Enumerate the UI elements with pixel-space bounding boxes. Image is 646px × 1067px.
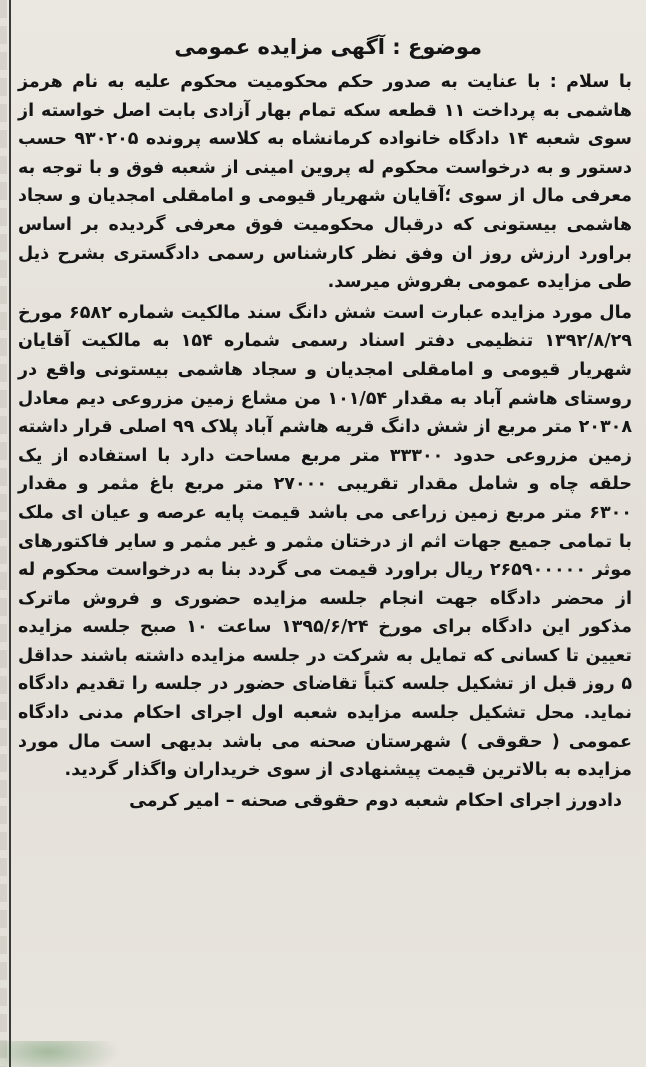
auction-notice (18, 30, 632, 815)
notice-signature: دادورز اجرای احکام شعبه دوم حقوقی صحنه – امیر کرمی (129, 790, 622, 811)
notice-title: موضوع : آگهی مزایده عمومی (174, 35, 482, 59)
notice-property-paragraph: مال مورد مزایده عبارت است شش دانگ سند مالکیت شماره ۶۵۸۲ مورخ ۱۳۹۲/۸/۲۹ تنظیمی دفتر اسناد رسمی شماره ۱۵۴ به مالکیت آقایان شهریار قیومی و امامقلی امجدیان و سجاد هاشمی بیستونی واقع در روستای هاشم آباد به مقدار ۱۰۱/۵۴ من مشاع زمین مزروعی دیم معادل ۲۰۳۰۸ متر مربع از شش دانگ قریه هاشم آباد پلاک ۹۹ اصلی قرار داشته زمین مزروعی حدود ۳۳۳۰۰ متر مربع مساحت دارد با استفاده از یک حلقه چاه و شامل مقدار تقریبی ۲۷۰۰۰ متر مربع باغ مثمر و مقدار ۶۳۰۰ متر مربع زمین زراعی می باشد قیمت پایه عرصه و عیان ای ملک با تمامی جمیع جهات اثم از درختان مثمر و غیر مثمر و سایر فاکتورهای موثر ۲۶۵۹۰۰۰۰۰ ریال براورد قیمت می گردد بنا به درخواست محکوم له از محضر دادگاه جهت انجام جلسه مزایده حضوری و فروش ماترک مذکور این دادگاه برای مورخ ۱۳۹۵/۶/۲۴ ساعت ۱۰ صبح جلسه مزایده تعیین تا کسانی که تمایل به شرکت در جلسه مزایده داشته باشند حداقل ۵ روز قبل از تشکیل جلسه کتباً تقاضای حضور در جلسه را تقدیم دادگاه نماید. محل تشکیل جلسه مزایده شعبه اول اجرای احکام مدنی دادگاه عمومی ( حقوقی ) شهرستان صحنه می باشد بدیهی است مال مورد مزایده به بالاترین قیمت پیشنهادی از سوی خریداران واگذار گردید. (18, 302, 633, 781)
column-divider (9, 0, 11, 1067)
column-edge (0, 0, 7, 1067)
notice-intro-paragraph: با سلام : با عنایت به صدور حکم محکومیت محکوم علیه به نام هرمز هاشمی به پرداخت ۱۱ قطعه سکه تمام بهار آزادی بابت اصل خواسته از سوی شعبه ۱۴ دادگاه خانواده کرمانشاه به کلاسه پرونده ۹۳۰۲۰۵ حسب دستور و به درخواست محکوم له پروین امینی از شعبه فوق و با توجه به معرفی مال از سوی ؛آقایان شهریار قیومی و امامقلی امجدیان و سجاد هاشمی بیستونی که درقبال محکومیت فوق معرفی گردیده بر اساس براورد ارزش روز ان وفق نظر کارشناس رسمی دادگستری بشرح ذیل طی مزایده عمومی بفروش میرسد. (18, 72, 633, 293)
ink-blot (0, 1041, 120, 1067)
